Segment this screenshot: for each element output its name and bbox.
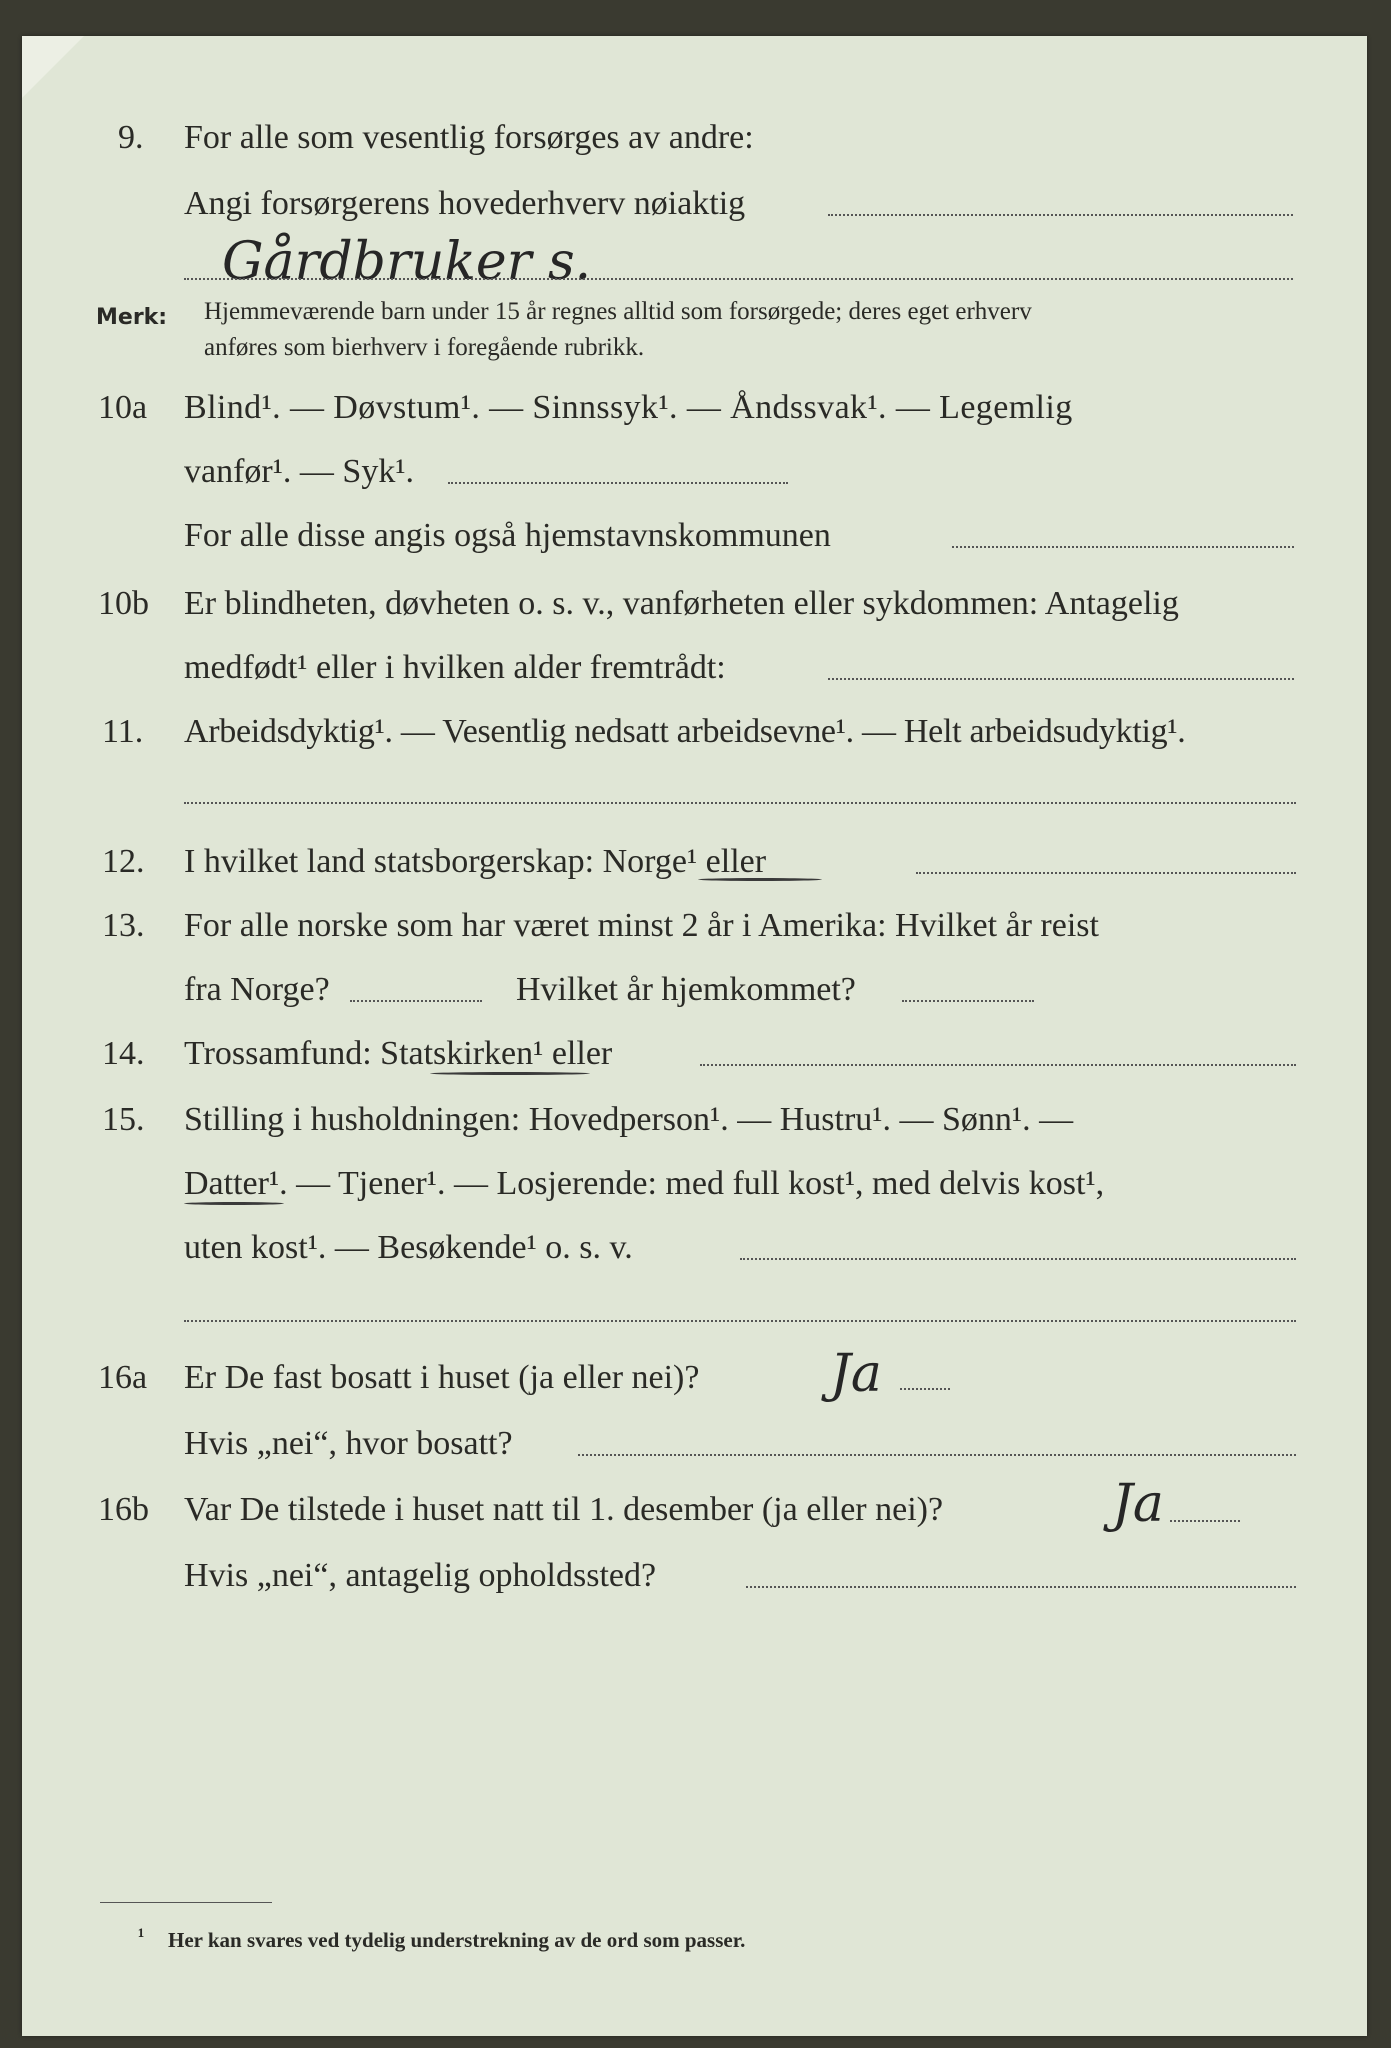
q16a-line2: Hvis „nei“, hvor bosatt? — [184, 1425, 513, 1462]
q13-line1: For alle norske som har været minst 2 år i Amerika: Hvilket år reist — [184, 907, 1099, 944]
q10b-number: 10b — [98, 585, 149, 622]
q16b-dotted-line — [1170, 1520, 1240, 1522]
norge-underline — [698, 878, 822, 881]
footnote-mark: ¹ — [138, 1924, 145, 1948]
q14-dotted-line — [700, 1064, 1296, 1066]
q16b-number: 16b — [98, 1491, 149, 1528]
q9-line1: For alle som vesentlig forsørges av andre: — [184, 119, 754, 156]
merk-label: Merk: — [96, 305, 168, 330]
q13-year-left-line — [350, 1000, 482, 1002]
q10b-dotted-line — [828, 678, 1294, 680]
q10a-line2: vanfør¹. — Syk¹. — [184, 453, 415, 490]
q15-dotted-line — [740, 1258, 1296, 1260]
footnote-text: Her kan svares ved tydelig understrekning av de ord som passer. — [168, 1928, 746, 1952]
q10a-hometown-line — [952, 546, 1294, 548]
q16b-handwritten-answer: Ja — [1112, 1474, 1164, 1534]
q16b-location-line — [746, 1586, 1296, 1588]
q13-line2a: fra Norge? — [184, 971, 330, 1008]
q16a-number: 16a — [98, 1359, 148, 1396]
q10a-dotted-line — [448, 482, 788, 484]
q10b-line2: medfødt¹ eller i hvilken alder fremtrådt: — [184, 649, 726, 686]
q16a-handwritten-answer: Ja — [830, 1344, 882, 1404]
q13-line2b: Hvilket år hjemkommet? — [516, 971, 856, 1008]
q12-dotted-line — [916, 872, 1296, 874]
q15-line3: uten kost¹. — Besøkende¹ o. s. v. — [184, 1229, 633, 1266]
q12-line1: I hvilket land statsborgerskap: Norge¹ eller — [184, 843, 767, 880]
folded-corner — [22, 36, 84, 98]
q10a-number: 10a — [98, 389, 148, 426]
merk-line1: Hjemmeværende barn under 15 år regnes alltid som forsørgede; deres eget erhverv — [204, 298, 1032, 325]
q16a-dotted-line — [900, 1388, 950, 1390]
q9-dotted-line — [828, 214, 1293, 216]
q15-line1: Stilling i husholdningen: Hovedperson¹. — Hustru¹. — Sønn¹. — — [184, 1101, 1074, 1138]
datter-underline — [184, 1202, 284, 1205]
q14-line1: Trossamfund: Statskirken¹ eller — [184, 1035, 613, 1072]
q10a-line1: Blind¹. — Døvstum¹. — Sinnssyk¹. — Åndssvak¹. — Legemlig — [184, 389, 1073, 426]
footnote-rule — [100, 1902, 272, 1903]
q13-year-returned-line — [902, 1000, 1034, 1002]
q9-handwritten-answer: Gårdbruker s. — [222, 232, 592, 292]
q11-answer-line — [184, 802, 1296, 804]
q15-number: 15. — [102, 1101, 145, 1138]
q11-line1: Arbeidsdyktig¹. — Vesentlig nedsatt arbeidsevne¹. — Helt arbeidsudyktig¹. — [184, 713, 1186, 750]
q14-number: 14. — [102, 1035, 145, 1072]
q10b-line1: Er blindheten, døvheten o. s. v., vanførheten eller sykdommen: Antagelig — [184, 585, 1179, 622]
q15-answer-line — [184, 1320, 1296, 1322]
q9-number: 9. — [118, 119, 144, 156]
statskirken-underline — [430, 1072, 590, 1075]
q9-answer-line — [184, 278, 1293, 280]
q13-number: 13. — [102, 907, 145, 944]
q16a-where-line — [578, 1454, 1296, 1456]
q9-line2: Angi forsørgerens hovederhverv nøiaktig — [184, 185, 746, 222]
q16b-line2: Hvis „nei“, antagelig opholdssted? — [184, 1557, 657, 1594]
q10a-line3: For alle disse angis også hjemstavnskommunen — [184, 517, 831, 554]
q16a-line1: Er De fast bosatt i huset (ja eller nei)? — [184, 1359, 700, 1396]
q12-number: 12. — [102, 843, 145, 880]
merk-line2: anføres som bierhverv i foregående rubrikk. — [204, 334, 645, 361]
q16b-line1: Var De tilstede i huset natt til 1. desember (ja eller nei)? — [184, 1491, 944, 1528]
q15-line2: Datter¹. — Tjener¹. — Losjerende: med full kost¹, med delvis kost¹, — [184, 1165, 1105, 1202]
q11-number: 11. — [102, 713, 144, 750]
